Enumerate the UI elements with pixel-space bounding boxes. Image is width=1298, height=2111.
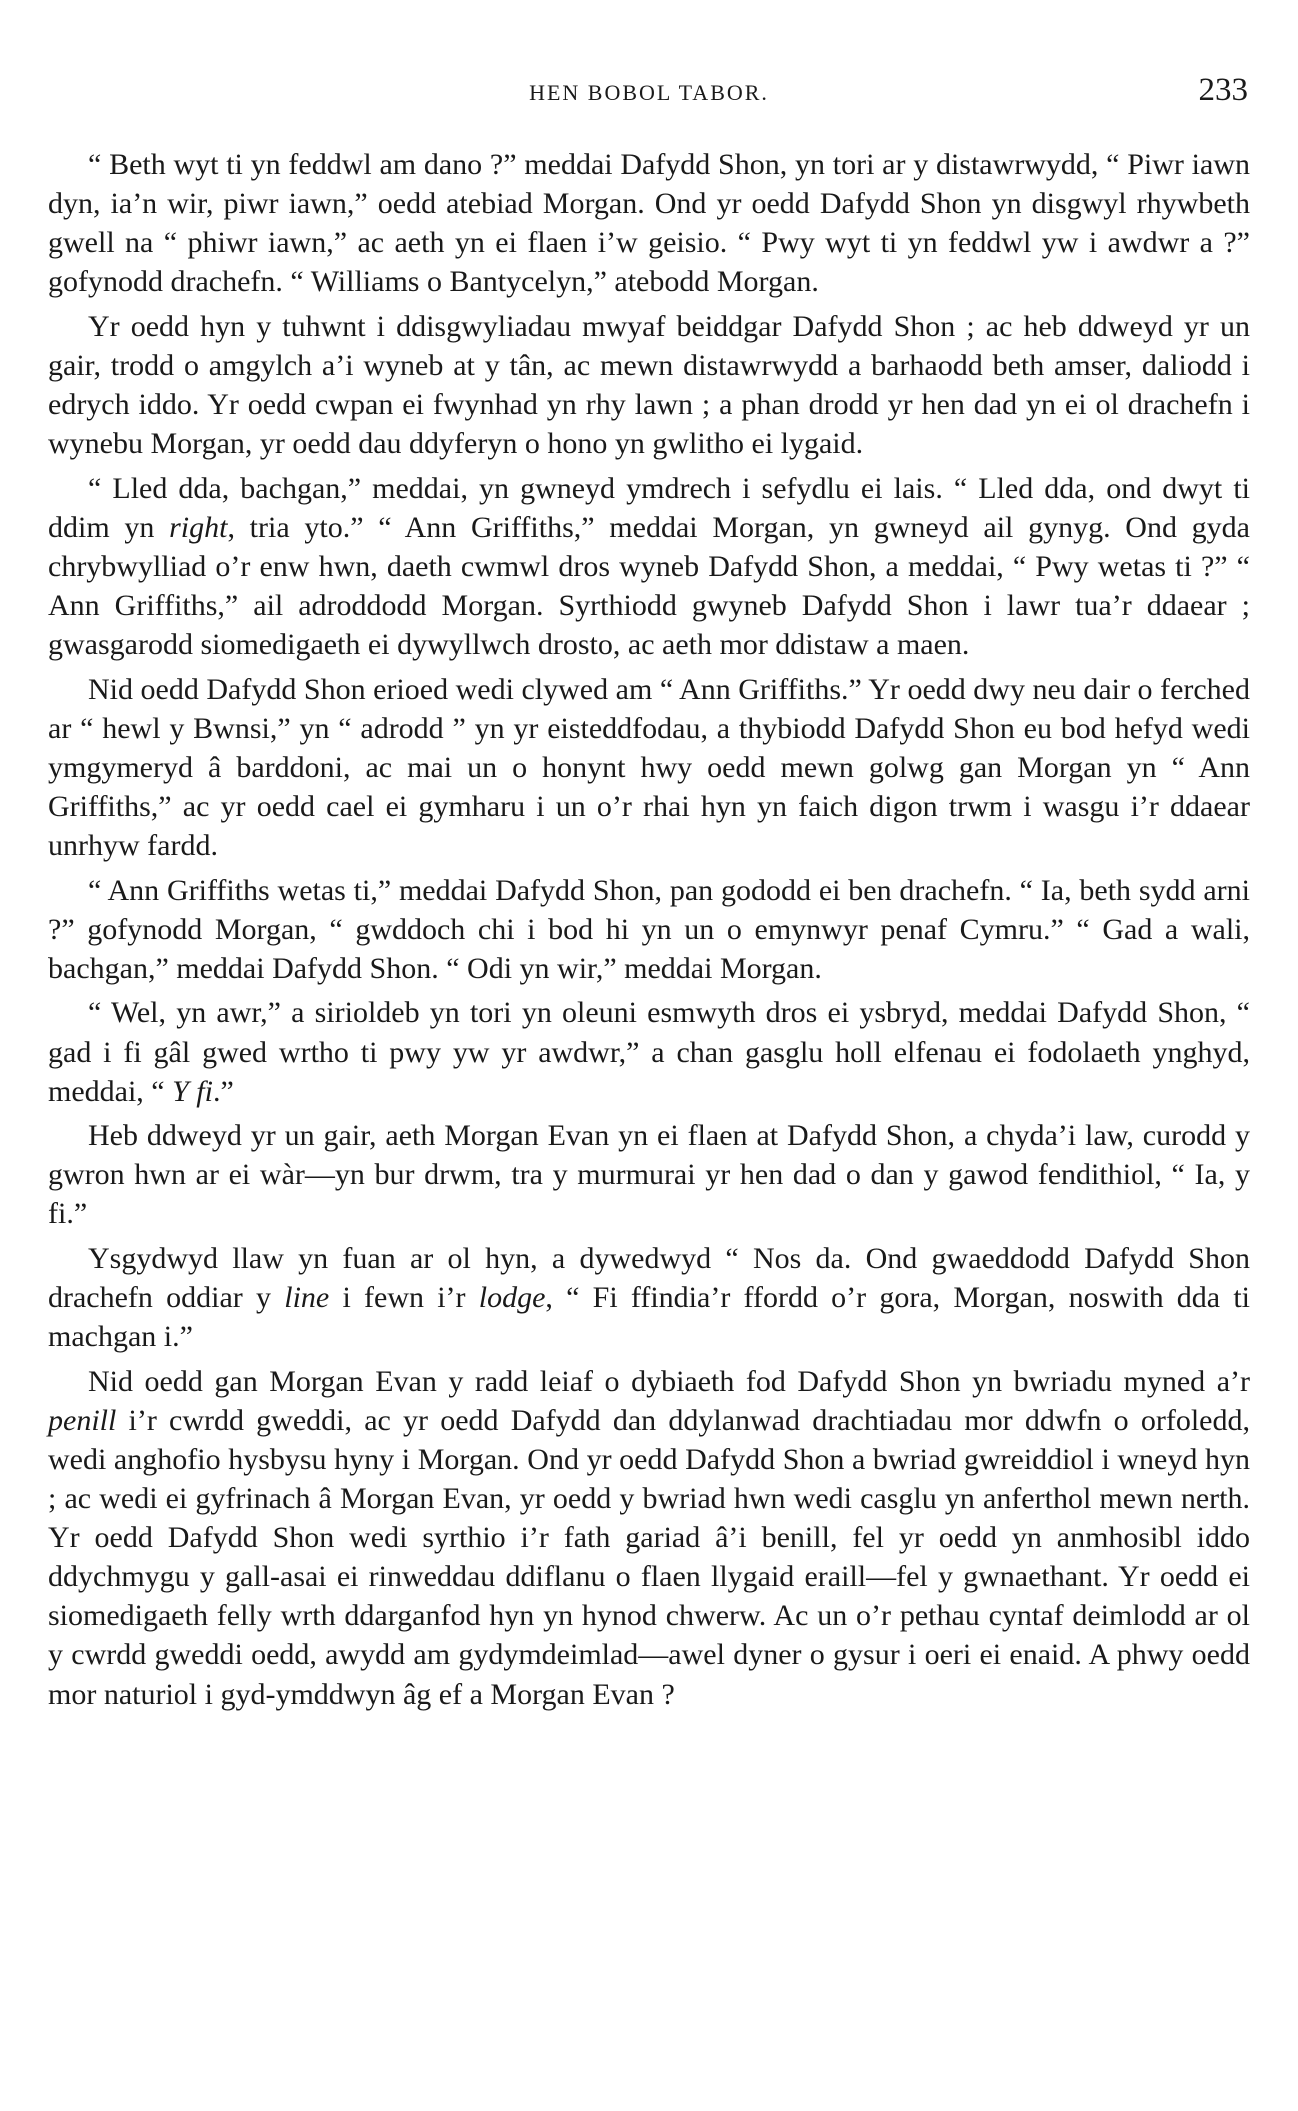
text-run: , tria yto.” “ Ann Griffiths,” meddai Morgan, yn gwneyd ail gynyg. Ond gyda chrybwylliad o’r enw hwn, daeth cwmwl dros wyneb Dafydd Shon, a meddai, “ Pwy wetas ti ?” “ Ann Griffiths,” ail adroddodd Morgan. Syrthiodd gwyneb Dafydd Shon i lawr tua’r ddaear ; gwasgarodd siomedigaeth ei dywyllwch drosto, ac aeth mor ddistaw a maen.: [48, 510, 1250, 662]
body-text: [48, 145, 1250, 1714]
paragraph: [48, 871, 1250, 988]
paragraph: [48, 307, 1250, 463]
running-head: HEN BOBOL TABOR.: [529, 80, 769, 105]
italic-word: lodge: [478, 1281, 546, 1315]
paragraph: [48, 1239, 1250, 1356]
page-number: 233: [1198, 72, 1248, 108]
text-run: i fewn i’r: [329, 1281, 479, 1315]
italic-word: Y fi: [172, 1074, 213, 1108]
page-header: [0, 0, 1298, 120]
text-run: “ Wel, yn awr,” a sirioldeb yn tori yn oleuni esmwyth dros ei ysbryd, meddai Dafydd Shon, “ gad i fi gâl gwed wrtho ti pwy yw yr awdwr,” a chan gasglu holl elfenau ei fodolaeth ynghyd, meddai, “: [48, 996, 1250, 1108]
paragraph: [48, 993, 1250, 1110]
text-run: Heb ddweyd yr un gair, aeth Morgan Evan yn ei flaen at Dafydd Shon, a chyda’i law, curodd y gwron hwn ar ei wàr—yn bur drwm, tra y murmurai yr hen dad o dan y gawod fendithiol, “ Ia, y fi.”: [48, 1119, 1250, 1231]
paragraph: [48, 1116, 1250, 1233]
text-run: Yr oedd hyn y tuhwnt i ddisgwyliadau mwyaf beiddgar Dafydd Shon ; ac heb ddweyd yr un gair, trodd o amgylch a’i wyneb at y tân, ac mewn distawrwydd a barhaodd beth amser, daliodd i edrych iddo. Yr oedd cwpan ei fwynhad yn rhy lawn ; a phan drodd yr hen dad yn ei ol drachefn i wynebu Morgan, yr oedd dau ddyferyn o hono yn gwlitho ei lygaid.: [48, 309, 1250, 461]
italic-word: penill: [48, 1403, 117, 1437]
paragraph: [48, 469, 1250, 664]
text-run: , “ Fi ffindia’r ffordd o’r gora, Morgan, noswith dda ti machgan i.”: [48, 1281, 1250, 1354]
text-run: .”: [212, 1074, 234, 1108]
paragraph: [48, 145, 1250, 301]
text-run: i’r cwrdd gweddi, ac yr oedd Dafydd dan ddylanwad drachtiadau mor ddwfn o orfoledd, wedi anghofio hysbysu hyny i Morgan. Ond yr oedd Dafydd Shon a bwriad gwreiddiol i wneyd hyn ; ac wedi ei gyfrinach â Morgan Evan, yr oedd y bwriad hwn wedi casglu yn anferthol mewn nerth. Yr oedd Dafydd Shon wedi syrthio i’r fath gariad â’i benill, fel yr oedd yn anmhosibl iddo ddychmygu y gall-asai ei rinweddau ddiflanu o flaen llygaid eraill—fel y gwnaethant. Yr oedd ei siomedigaeth felly wrth ddarganfod hyn yn hynod chwerw. Ac un o’r pethau cyntaf deimlodd ar ol y cwrdd gweddi oedd, awydd am gydymdeimlad—awel dyner o gysur i oeri ei enaid. A phwy oedd mor naturiol i gyd-ymddwyn âg ef a Morgan Evan ?: [48, 1403, 1250, 1711]
text-run: “ Beth wyt ti yn feddwl am dano ?” meddai Dafydd Shon, yn tori ar y distawrwydd, “ Piwr iawn dyn, ia’n wir, piwr iawn,” oedd atebiad Morgan. Ond yr oedd Dafydd Shon yn disgwyl rhywbeth gwell na “ phiwr iawn,” ac aeth yn ei flaen i’w geisio. “ Pwy wyt ti yn feddwl yw i awdwr a ?” gofynodd drachefn. “ Williams o Bantycelyn,” atebodd Morgan.: [48, 148, 1250, 299]
italic-word: line: [284, 1281, 330, 1315]
text-run: Nid oedd Dafydd Shon erioed wedi clywed am “ Ann Griffiths.” Yr oedd dwy neu dair o ferched ar “ hewl y Bwnsi,” yn “ adrodd ” yn yr eisteddfodau, a thybiodd Dafydd Shon eu bod hefyd wedi ymgymeryd â barddoni, ac mai un o honynt hwy oedd mewn golwg gan Morgan yn “ Ann Griffiths,” ac yr oedd cael ei gymharu i un o’r rhai hyn yn faich digon trwm i wasgu i’r ddaear unrhyw fardd.: [48, 672, 1250, 863]
text-run: “ Lled dda, bachgan,” meddai, yn gwneyd ymdrech i sefydlu ei lais. “ Lled dda, ond dwyt ti ddim yn: [48, 471, 1250, 544]
text-run: Nid oedd gan Morgan Evan y radd leiaf o dybiaeth fod Dafydd Shon yn bwriadu myned a’r: [88, 1364, 1250, 1398]
paragraph: [48, 670, 1250, 865]
italic-word: right: [169, 510, 228, 544]
text-run: Ysgydwyd llaw yn fuan ar ol hyn, a dywedwyd “ Nos da. Ond gwaeddodd Dafydd Shon drachefn oddiar y: [48, 1242, 1250, 1315]
text-run: “ Ann Griffiths wetas ti,” meddai Dafydd Shon, pan gododd ei ben drachefn. “ Ia, beth sydd arni ?” gofynodd Morgan, “ gwddoch chi i bod hi yn un o emynwyr penaf Cymru.” “ Gad a wali, bachgan,” meddai Dafydd Shon. “ Odi yn wir,” meddai Morgan.: [48, 873, 1250, 985]
paragraph: [48, 1362, 1250, 1714]
